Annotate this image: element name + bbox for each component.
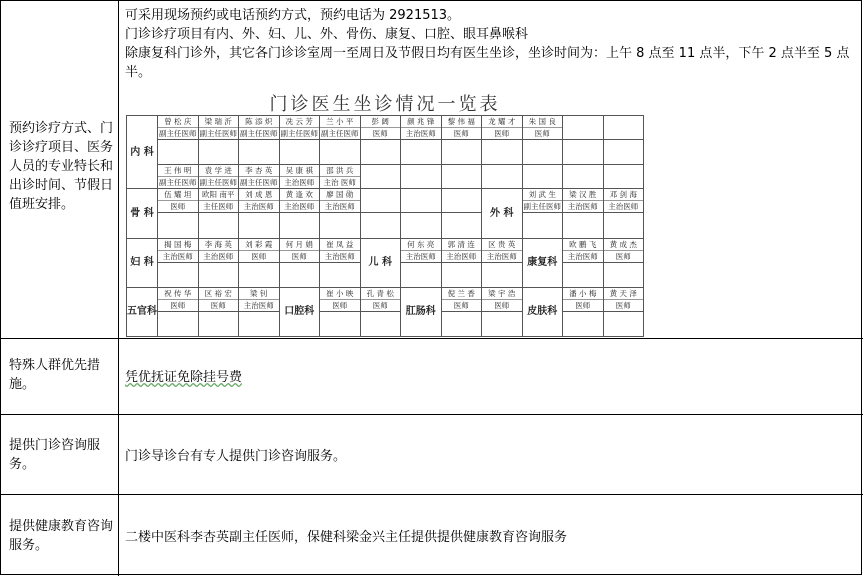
doctor-name: 刘 彩 霞 (239, 239, 279, 251)
empty-cell (158, 311, 199, 336)
empty-cell (401, 140, 442, 165)
doctor-title: 主治医师 (324, 202, 355, 212)
doctor-cell (522, 189, 563, 213)
doctor-name: 彭 阔 (361, 116, 401, 128)
empty-cell (482, 165, 523, 189)
doctor-cell (158, 165, 199, 189)
empty-cell (482, 140, 523, 165)
row-content-appointment (125, 6, 857, 82)
doctor-cell (360, 116, 401, 140)
doctor-title: 副主任医师 (159, 178, 197, 188)
empty-cell (320, 140, 361, 165)
department-cell-waike: 外 科 (482, 189, 523, 238)
doctor-title: 医师 (534, 129, 550, 138)
empty-cell (158, 213, 199, 238)
doctor-cell (320, 287, 361, 311)
row-content-special-groups (125, 368, 857, 387)
row-divider (1, 414, 863, 415)
doctor-cell (239, 165, 280, 189)
schedule-row (127, 287, 644, 311)
schedule-row (127, 213, 644, 238)
empty-cell (563, 140, 604, 165)
doctor-name: 倪 兰 香 (442, 288, 482, 300)
doctor-name: 黎 伟 福 (442, 116, 482, 128)
doctor-cell (320, 238, 361, 262)
doctor-cell (563, 189, 604, 213)
doctor-name: 梁 汉 胜 (563, 189, 603, 201)
doctor-title: 医师 (170, 300, 186, 310)
department-cell-fuke: 妇 科 (127, 238, 158, 287)
empty-cell (441, 165, 482, 189)
doctor-title: 医师 (494, 129, 510, 138)
empty-cell (441, 311, 482, 336)
row-label-appointment: 预约诊疗方式、门诊诊疗项目、医务人员的专业特长和出诊时间、节假日值班安排。 (9, 121, 114, 212)
doctor-title: 副主任医师 (321, 129, 359, 138)
doctor-name: 孔 青 松 (361, 288, 401, 300)
column-divider (118, 1, 119, 576)
empty-cell (239, 262, 280, 287)
doctor-cell (320, 189, 361, 213)
doctor-title: 主治医师 (486, 251, 517, 261)
doctor-cell (239, 287, 280, 311)
special-groups-text: 凭优抚证免除挂号费 (125, 370, 243, 385)
empty-cell (279, 213, 320, 238)
empty-cell (401, 165, 442, 189)
empty-cell (279, 140, 320, 165)
doctor-name: 欧 鹏 飞 (563, 239, 603, 251)
doctor-name: 曾 松 庆 (158, 116, 198, 128)
doctor-cell (482, 238, 523, 262)
doctor-cell (198, 238, 239, 262)
empty-cell (522, 213, 563, 238)
doctor-title: 医师 (372, 300, 388, 310)
empty-cell (360, 189, 401, 213)
doctor-name: 廖 国 勋 (320, 189, 360, 201)
doctor-name: 刘 成 恩 (239, 189, 279, 201)
department-cell-neike: 内 科 (127, 116, 158, 189)
schedule-row (127, 189, 644, 213)
doctor-title: 主治 医师 (323, 178, 356, 188)
empty-cell (198, 262, 239, 287)
empty-cell (158, 140, 199, 165)
doctor-name: 刘 武 生 (523, 189, 563, 201)
doctor-title: 医师 (251, 251, 267, 261)
doctor-cell (158, 238, 199, 262)
doctor-name: 黄 天 泽 (604, 288, 644, 300)
department-cell-gangchang: 肛肠科 (401, 287, 442, 336)
schedule-title: 门诊医生坐诊情况一览表 (269, 94, 501, 115)
empty-cell (563, 116, 604, 140)
schedule-row (127, 311, 644, 336)
department-cell-guke: 骨 科 (127, 189, 158, 238)
doctor-cell (198, 165, 239, 189)
empty-cell (441, 262, 482, 287)
row-label-special-groups: 特殊人群优先措施。 (9, 358, 101, 392)
schedule-row (127, 140, 644, 165)
empty-cell (198, 140, 239, 165)
empty-cell (360, 311, 401, 336)
row-divider (1, 338, 863, 339)
doctor-cell (563, 238, 604, 262)
appointment-line: 可采用现场预约或电话预约方式，预约电话为 2921513。 (125, 8, 461, 23)
doctor-cell (239, 189, 280, 213)
empty-cell (603, 311, 644, 336)
empty-cell (279, 262, 320, 287)
empty-cell (522, 140, 563, 165)
doctor-title: 主治医师 (405, 251, 436, 261)
department-cell-wuguan: 五官科 (127, 287, 158, 336)
doctor-cell (158, 116, 199, 140)
doctor-name: 梁 钊 (239, 288, 279, 300)
doctor-title: 医师 (372, 129, 388, 138)
empty-cell (360, 165, 401, 189)
doctor-name: 黄 成 杰 (604, 239, 644, 251)
row-label-consulting: 提供门诊咨询服务。 (9, 438, 101, 472)
doctor-cell (482, 287, 523, 311)
doctor-name: 揭 国 梅 (158, 239, 198, 251)
empty-cell (401, 189, 442, 213)
doctor-cell (239, 238, 280, 262)
doctor-name: 祝 传 华 (158, 288, 198, 300)
row-content-consulting: 门诊导诊台有专人提供门诊咨询服务。 (125, 449, 347, 464)
doctor-title: 副主任医师 (199, 129, 237, 138)
doctor-name: 袁 学 进 (199, 165, 239, 177)
doctor-title: 主治医师 (284, 202, 315, 212)
doctor-cell (522, 116, 563, 140)
empty-cell (563, 213, 604, 238)
empty-cell (360, 213, 401, 238)
doctor-cell (603, 238, 644, 262)
doctor-cell (198, 189, 239, 213)
schedule-row (127, 116, 644, 140)
doctor-title: 主治医师 (446, 251, 477, 261)
doctor-cell (401, 238, 442, 262)
doctor-name: 潘 小 梅 (563, 288, 603, 300)
doctor-cell (441, 116, 482, 140)
empty-cell (603, 140, 644, 165)
doctor-cell (198, 116, 239, 140)
doctor-title: 医师 (615, 300, 631, 310)
doctor-title: 主治医师 (203, 251, 234, 261)
appointment-line: 门诊诊疗项目有内、外、妇、儿、外、骨伤、康复、口腔、眼耳鼻喉科 (125, 27, 529, 42)
empty-cell (441, 213, 482, 238)
appointment-line: 除康复科门诊外，其它各门诊诊室周一至周日及节假日均有医生坐诊，坐诊时间为：上午 8 点至 11 点半，下午 2 点半至 5 点半。 (125, 46, 850, 80)
doctor-name: 邓 剑 海 (604, 189, 644, 201)
doctor-title: 副主任医师 (280, 129, 318, 138)
doctor-title: 医师 (170, 202, 186, 212)
doctor-name: 陈 添 炽 (239, 116, 279, 128)
doctor-title: 主任医师 (203, 202, 234, 212)
doctor-title: 主治医师 (243, 300, 274, 310)
doctor-title: 主治医师 (608, 202, 639, 212)
doctor-title: 主治医师 (324, 251, 355, 261)
empty-cell (198, 213, 239, 238)
doctor-cell (441, 238, 482, 262)
department-cell-kouqiang: 口腔科 (279, 287, 320, 336)
doctor-name: 郭 清 连 (442, 239, 482, 251)
doctor-name: 黄 逢 欢 (280, 189, 320, 201)
doctor-cell (279, 165, 320, 189)
empty-cell (482, 311, 523, 336)
doctor-title: 医师 (332, 300, 348, 310)
doctor-title: 副主任医师 (240, 178, 278, 188)
doctor-name: 冼 云 芳 (280, 116, 320, 128)
empty-cell (320, 213, 361, 238)
empty-cell (198, 311, 239, 336)
doctor-name: 龙 耀 才 (482, 116, 522, 128)
empty-cell (320, 262, 361, 287)
doctor-name: 邵 洪 兵 (320, 165, 360, 177)
empty-cell (441, 140, 482, 165)
doctor-name: 朱 国 良 (523, 116, 563, 128)
doctor-title: 副主任医师 (240, 129, 278, 138)
doctor-title: 医师 (494, 300, 510, 310)
doctor-cell (279, 116, 320, 140)
doctor-name: 颜 兆 锋 (401, 116, 441, 128)
doctor-cell (158, 189, 199, 213)
doctor-title: 主治医师 (567, 202, 598, 212)
department-cell-erke: 儿 科 (360, 238, 401, 287)
doctor-cell (239, 116, 280, 140)
doctor-name: 区 贵 英 (482, 239, 522, 251)
empty-cell (401, 262, 442, 287)
empty-cell (563, 311, 604, 336)
schedule-row (127, 238, 644, 262)
department-cell-kangfu: 康复科 (522, 238, 563, 287)
empty-cell (522, 165, 563, 189)
doctor-cell (441, 287, 482, 311)
empty-cell (158, 262, 199, 287)
doctor-title: 医师 (291, 251, 307, 261)
doctor-title: 副主任医师 (199, 178, 237, 188)
doctor-name: 伍 耀 坦 (158, 189, 198, 201)
row-divider (1, 494, 863, 495)
doctor-cell (603, 189, 644, 213)
doctor-schedule-table (126, 115, 644, 337)
doctor-name: 梁 宇 浩 (482, 288, 522, 300)
doctor-name: 何 东 亮 (401, 239, 441, 251)
doctor-cell (482, 116, 523, 140)
doctor-title: 医师 (210, 300, 226, 310)
empty-cell (563, 165, 604, 189)
row-label-health-education: 提供健康教育咨询服务。 (9, 519, 114, 553)
doctor-cell (198, 287, 239, 311)
row-content-health-education (125, 528, 857, 547)
empty-cell (320, 311, 361, 336)
doctor-cell (158, 287, 199, 311)
doctor-name: 李 海 英 (199, 239, 239, 251)
doctor-title: 医师 (453, 300, 469, 310)
doctor-title: 主治医师 (567, 251, 598, 261)
doctor-name: 李 杏 英 (239, 165, 279, 177)
empty-cell (603, 213, 644, 238)
empty-cell (401, 213, 442, 238)
empty-cell (441, 189, 482, 213)
empty-cell (360, 140, 401, 165)
health-education-text: 二楼中医科李杏英副主任医师，保健科梁金兴主任提供提供健康教育咨询服务 (125, 530, 568, 545)
empty-cell (239, 140, 280, 165)
doctor-name: 兰 小 平 (320, 116, 360, 128)
empty-cell (563, 262, 604, 287)
doctor-name: 崔 凤 益 (320, 239, 360, 251)
doctor-name: 梁 瑞 沂 (199, 116, 239, 128)
doctor-title: 主治医师 (162, 251, 193, 261)
doctor-cell (320, 165, 361, 189)
doctor-title: 副主任医师 (159, 129, 197, 138)
schedule-row (127, 165, 644, 189)
doctor-name: 区 裕 宏 (199, 288, 239, 300)
doctor-title: 副主任医师 (523, 202, 561, 212)
doctor-cell (279, 189, 320, 213)
doctor-cell (279, 238, 320, 262)
empty-cell (603, 116, 644, 140)
empty-cell (482, 262, 523, 287)
doctor-title: 主治医师 (284, 178, 315, 188)
doctor-cell (563, 287, 604, 311)
department-cell-pifu: 皮肤科 (522, 287, 563, 336)
doctor-name: 欧阳 南平 (199, 189, 239, 201)
doctor-title: 医师 (575, 300, 591, 310)
doctor-cell (360, 287, 401, 311)
doctor-cell (603, 287, 644, 311)
doctor-name: 何 月 娟 (280, 239, 320, 251)
doctor-cell (401, 116, 442, 140)
empty-cell (239, 311, 280, 336)
doctor-name: 崔 小 映 (320, 288, 360, 300)
empty-cell (603, 262, 644, 287)
doctor-name: 吴 康 祺 (280, 165, 320, 177)
empty-cell (603, 165, 644, 189)
doctor-name: 王 伟 明 (158, 165, 198, 177)
doctor-cell (320, 116, 361, 140)
doctor-title: 主治医师 (243, 202, 274, 212)
doctor-title: 医师 (453, 129, 469, 138)
doctor-title: 医师 (615, 251, 631, 261)
doctor-title: 主治医师 (405, 129, 436, 138)
empty-cell (239, 213, 280, 238)
